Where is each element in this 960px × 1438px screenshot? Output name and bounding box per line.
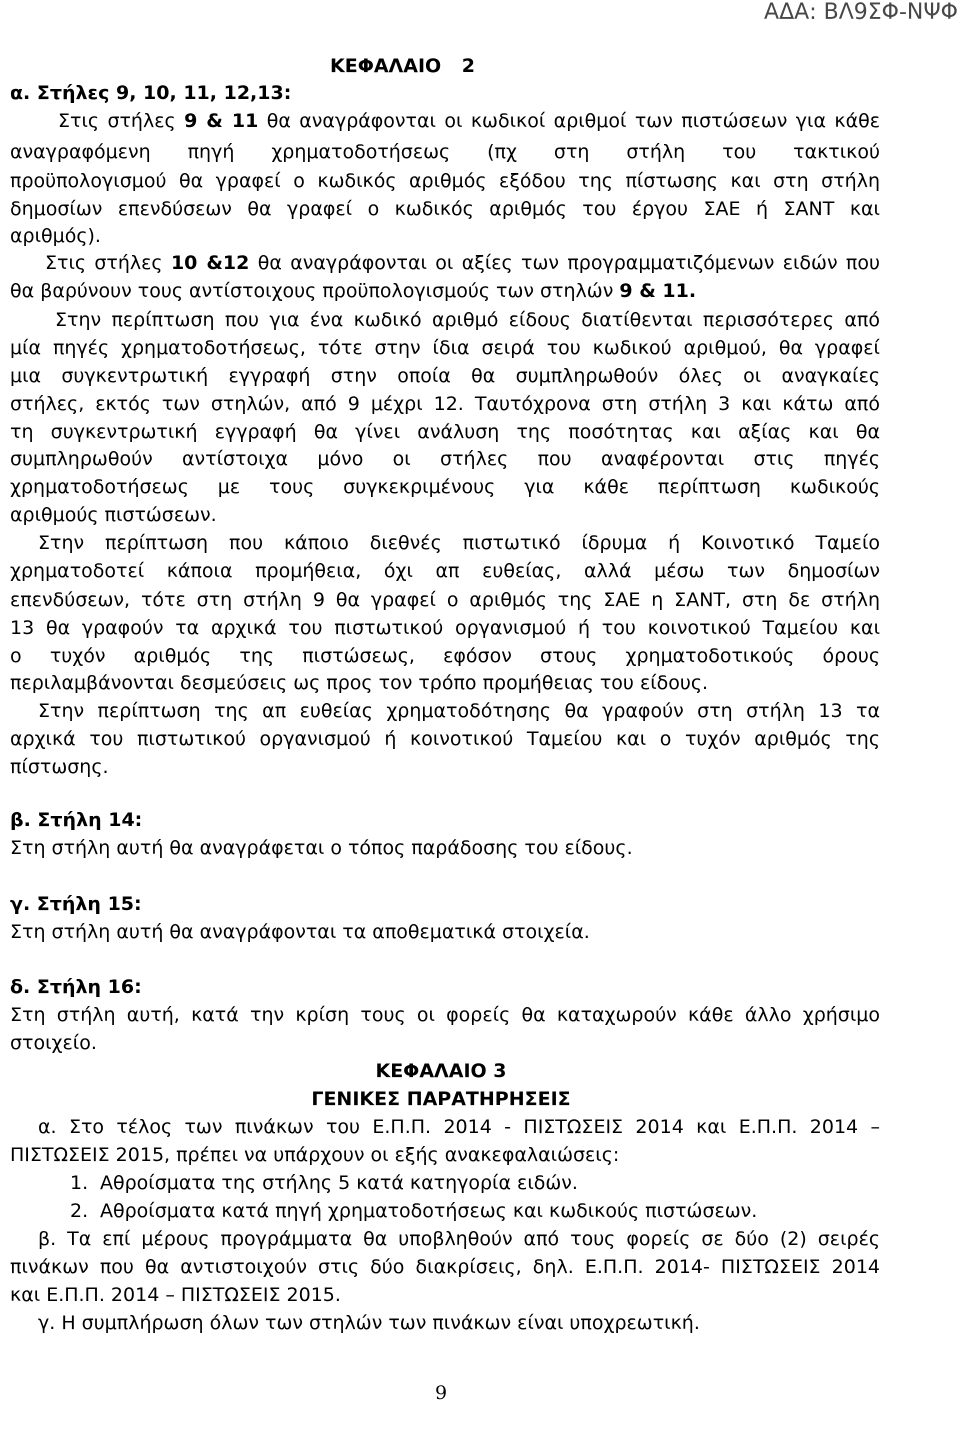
text-line: ΠΙΣΤΩΣΕΙΣ 2015, πρέπει να υπάρχουν οι εξής ανακεφαλαιώσεις: [10,1144,620,1166]
text-line: Στην περίπτωση της απ ευθείας χρηματοδότησης θα γραφούν στη στήλη 13 τα [38,700,880,722]
text-line: αναγραφόμενη πηγή χρηματοδοτήσεως (πχ στη στήλη του τακτικού [10,141,880,163]
text-line: αριθμός). [10,225,101,247]
bold-segment: 9 & 11 [184,110,259,132]
text-line: γ. Η συμπλήρωση όλων των στηλών των πινάκων είναι υποχρεωτική. [38,1312,700,1334]
text-line: ο τυχόν αριθμός της πιστώσεως, εφόσον στους χρηματοδοτικούς όρους [10,645,880,667]
text-line: α. Στο τέλος των πινάκων του Ε.Π.Π. 2014 - ΠΙΣΤΩΣΕΙΣ 2014 και Ε.Π.Π. 2014 – [38,1116,880,1138]
list-text: Αθροίσματα της στήλης 5 κατά κατηγορία ειδών. [100,1172,578,1194]
page-number: 9 [434,1382,448,1404]
text-line: Στη στήλη αυτή, κατά την κρίση τους οι φορείς θα καταχωρούν κάθε άλλο χρήσιμο [10,1004,880,1026]
text-segment: Στις στήλες [58,110,185,132]
text-line: 13 θα γραφούν τα αρχικά του πιστωτικού οργανισμού ή του κοινοτικού Ταμείου και [10,617,880,639]
text-line: Στη στήλη αυτή θα αναγράφονται τα αποθεματικά στοιχεία. [10,921,590,943]
text-line: Στη στήλη αυτή θα αναγράφεται ο τόπος παράδοσης του είδους. [10,837,633,859]
text-line: στοιχείο. [10,1032,97,1054]
text-line: χρηματοδοτήσεως με τους συγκεκριμένους για κάθε περίπτωση κωδικούς [10,476,880,498]
chapter-3-subtitle: ΓΕΝΙΚΕΣ ΠΑΡΑΤΗΡΗΣΕΙΣ [311,1088,571,1110]
text-line: μια συγκεντρωτική εγγραφή στην οποία θα συμπληρωθούν όλες οι αναγκαίες [10,365,880,387]
list-number: 1. [70,1172,89,1194]
text-line: και Ε.Π.Π. 2014 – ΠΙΣΤΩΣΕΙΣ 2015. [10,1284,341,1306]
text-line: Στην περίπτωση που για ένα κωδικό αριθμό είδους διατίθενται περισσότερες από [55,309,880,331]
text-segment: θα αναγράφονται οι αξίες των προγραμματιζόμενων ειδών που [249,252,880,274]
text-segment: θα αναγράφονται οι κωδικοί αριθμοί των πιστώσεων για κάθε [258,110,881,132]
chapter-2-title: ΚΕΦΑΛΑΙΟ 2 [330,55,476,77]
section-a-heading: α. Στήλες 9, 10, 11, 12,13: [10,82,292,104]
list-number: 2. [70,1200,89,1222]
text-line: αρχικά του πιστωτικού οργανισμού ή κοινοτικού Ταμείου και ο τυχόν αριθμός της [10,728,880,750]
text-line: τη συγκεντρωτική εγγραφή θα γίνει ανάλυση της ποσότητας και αξίας και θα [10,421,880,443]
text-line: επενδύσεων, τότε στη στήλη 9 θα γραφεί ο αριθμός της ΣΑΕ η ΣΑΝΤ, στη δε στήλη [10,589,880,611]
text-line: περιλαμβάνονται δεσμεύσεις ως προς τον τρόπο προμήθειας του είδους. [10,672,709,694]
text-line: Στην περίπτωση που κάποιο διεθνές πιστωτικό ίδρυμα ή Κοινοτικό Ταμείο [38,532,880,554]
bold-segment: 9 & 11. [619,280,697,302]
text-line [45,249,880,277]
section-c-heading: γ. Στήλη 15: [10,893,142,915]
text-line: μία πηγές χρηματοδοτήσεως, τότε στην ίδια σειρά του κωδικού αριθμού, θα γραφεί [10,337,880,359]
text-segment: Στις στήλες [45,252,171,274]
text-line: β. Τα επί μέρους προγράμματα θα υποβληθούν από τους φορείς σε δύο (2) σειρές [38,1228,880,1250]
section-d-heading: δ. Στήλη 16: [10,976,142,998]
text-line: συμπληρωθούν αντίστοιχα μόνο οι στήλες που αναφέρονται στις πηγές [10,448,880,470]
text-line: αριθμούς πιστώσεων. [10,504,217,526]
text-line: πίστωσης. [10,756,109,778]
ada-code: ΑΔΑ: ΒΛ9ΣΦ-ΝΨΦ [764,0,958,25]
bold-segment: 10 &12 [170,252,250,274]
text-line [10,277,696,305]
text-line: δημοσίων επενδύσεων θα γραφεί ο κωδικός αριθμός του έργου ΣΑΕ ή ΣΑΝΤ και [10,198,880,220]
text-line: στήλες, εκτός των στηλών, από 9 μέχρι 12. Ταυτόχρονα στη στήλη 3 και κάτω από [10,393,880,415]
text-line: πινάκων που θα αντιστοιχούν στις δύο διακρίσεις, δηλ. Ε.Π.Π. 2014- ΠΙΣΤΩΣΕΙΣ 2014 [10,1256,880,1278]
text-line [58,107,880,135]
chapter-3-title: ΚΕΦΑΛΑΙΟ 3 [375,1060,507,1082]
text-segment: θα βαρύνουν τους αντίστοιχους προϋπολογισμούς των στηλών [10,280,620,302]
text-line: προϋπολογισμού θα γραφεί ο κωδικός αριθμός εξόδου της πίστωσης και στη στήλη [10,170,880,192]
text-line: χρηματοδοτεί κάποια προμήθεια, όχι απ ευθείας, αλλά μέσω των δημοσίων [10,560,880,582]
section-b-heading: β. Στήλη 14: [10,809,143,831]
list-text: Αθροίσματα κατά πηγή χρηματοδοτήσεως και κωδικούς πιστώσεων. [100,1200,758,1222]
